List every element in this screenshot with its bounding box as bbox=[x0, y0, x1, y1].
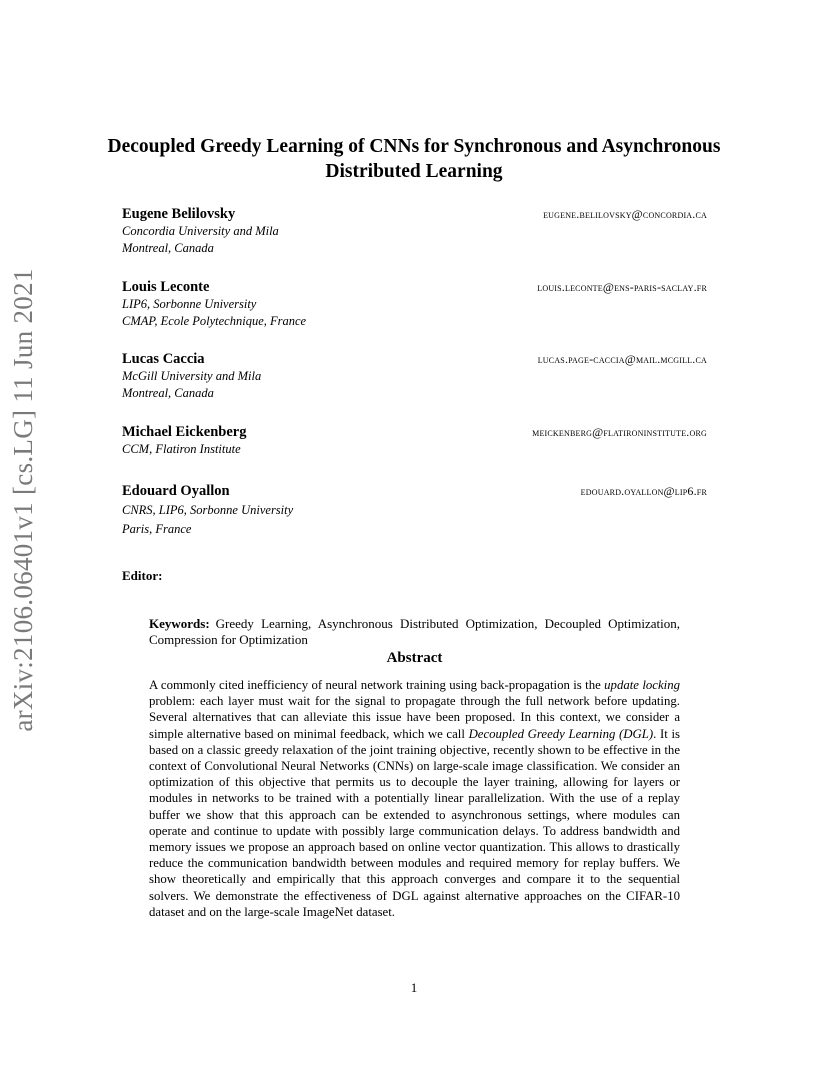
page-number: 1 bbox=[410, 980, 418, 995]
author-affiliation: LIP6, Sorbonne University bbox=[122, 297, 257, 311]
author-block bbox=[122, 351, 707, 402]
abstract-text: . It is based on a classic greedy relaxation of the joint training objective, recently shown to be effective in the context of Convolutional Neural Networks (CNNs) on large-scale image classification. We consider an optimization of this objective that permits us to decouple the layer training, allowing for layers or modules in networks to be trained with a potentially linear parallelization. With the use of a replay buffer we show that this approach can be extended to asynchronous settings, where modules can operate and continue to update with possibly large communication delays. To address bandwidth and memory issues we propose an approach based on online vector quantization. This allows to drastically reduce the communication bandwidth between modules and required memory for replay buffers. We show theoretically and empirically that this approach converges and compare it to the sequential solvers. We demonstrate the effectiveness of DGL against alternative approaches on the CIFAR-10 dataset and on the large-scale ImageNet dataset. bbox=[149, 726, 681, 919]
author-affiliation: Concordia University and Mila bbox=[122, 224, 279, 238]
abstract-body bbox=[149, 677, 680, 920]
abstract-emphasis: update locking bbox=[604, 678, 680, 692]
author-block bbox=[122, 206, 707, 257]
abstract-text: A commonly cited inefficiency of neural network training using back-propagation is the bbox=[149, 678, 601, 692]
author-email[interactable]: eugene.belilovsky@concordia.ca bbox=[543, 207, 707, 221]
keywords-label: Keywords: bbox=[149, 616, 210, 631]
author-location: Montreal, Canada bbox=[122, 241, 214, 255]
author-name: Eugene Belilovsky bbox=[122, 206, 236, 222]
author-email[interactable]: edouard.oyallon@lip6.fr bbox=[580, 484, 707, 498]
abstract-emphasis: Decoupled Greedy Learning (DGL) bbox=[468, 726, 654, 741]
author-block bbox=[122, 483, 707, 538]
author-email[interactable]: meickenberg@flatironinstitute.org bbox=[532, 425, 707, 439]
author-name: Michael Eickenberg bbox=[122, 424, 247, 440]
author-affiliation: CNRS, LIP6, Sorbonne University bbox=[122, 503, 294, 517]
author-block bbox=[122, 424, 707, 458]
author-affiliation: McGill University and Mila bbox=[122, 369, 262, 383]
keywords bbox=[149, 616, 680, 648]
author-name: Lucas Caccia bbox=[122, 351, 205, 367]
abstract-heading: Abstract bbox=[386, 650, 443, 666]
editor-label: Editor: bbox=[122, 568, 163, 583]
author-location: Montreal, Canada bbox=[122, 386, 214, 400]
author-name: Louis Leconte bbox=[122, 279, 210, 295]
author-location: CMAP, Ecole Polytechnique, France bbox=[122, 314, 307, 328]
author-block bbox=[122, 279, 707, 330]
author-name: Edouard Oyallon bbox=[122, 483, 230, 499]
author-affiliation: CCM, Flatiron Institute bbox=[122, 442, 241, 456]
keywords-text: Greedy Learning, Asynchronous Distributed Optimization, Decoupled Optimization, Compression for Optimization bbox=[149, 616, 680, 647]
author-location: Paris, France bbox=[122, 522, 192, 536]
abstract-text: problem: each layer must wait for the signal to propagate through the full network before updating. Several alternatives that can alleviate this issue have been proposed. In this context, we consider a simple alternative based on minimal feedback, which we call bbox=[149, 694, 680, 741]
paper-title: Decoupled Greedy Learning of CNNs for Synchronous and Asynchronous Distributed Learning bbox=[107, 136, 721, 182]
arxiv-identifier: arXiv:2106.06401v1 [cs.LG] 11 Jun 2021 bbox=[8, 268, 38, 732]
author-email[interactable]: lucas.page-caccia@mail.mcgill.ca bbox=[537, 352, 707, 366]
author-email[interactable]: louis.leconte@ens-paris-saclay.fr bbox=[537, 280, 707, 294]
